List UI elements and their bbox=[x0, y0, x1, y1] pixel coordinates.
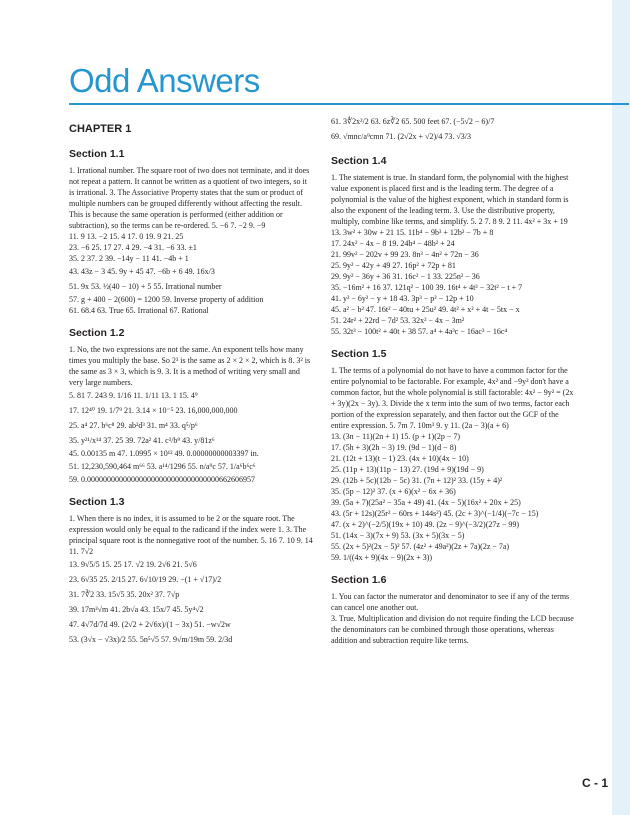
answer-row: 29. (12b + 5c)(12b − 5c) 31. (7n + 12)² 33. (15y + 4)² bbox=[331, 476, 503, 485]
answer-row: 41. y³ − 6y² − y + 18 43. 3p³ − p² − 12p + 10 bbox=[331, 294, 474, 303]
answer-row: 61. 3∜2x²/2 63. 6z∛2 65. 500 feet 67. (−5√2 − 6)/7 bbox=[331, 117, 495, 126]
answer-row: 45. a² − b² 47. 16t² − 40tu + 25u² 49. 4t² + x² + 4t − 5tx − x bbox=[331, 305, 520, 314]
answer-row: 61. 68.4 63. True 65. Irrational 67. Rational bbox=[69, 306, 209, 315]
answer-row: 21. 99v² − 202v + 99 23. 8n³ − 4n² + 72n − 36 bbox=[331, 250, 479, 259]
answer-row: 23. −6 25. 17 27. 4 29. −4 31. −6 33. ±1 bbox=[69, 243, 197, 252]
answer-row: 31. 7∛2 33. 15√5 35. 20x² 37. 7√p bbox=[69, 590, 180, 599]
answer-paragraph: 1. The terms of a polynomial do not have to have a common factor for the entire polynomial to be factorable. For example, 4x² and −9y² don't have a common factor, but the whole polynomial is still factorable: 4x² − 9y² = (2x + 3y)(2x − 3y). 3. Divide the x term into the sum of two terms, factor each portion of the expression separately, and then factor out the GCF of the entire expression. 5. 7m 7. 10m³ 9. y 11. (2a − 3)(a + 6) bbox=[331, 366, 574, 430]
page-sidebar bbox=[612, 0, 630, 815]
section-heading-1-2: Section 1.2 bbox=[69, 327, 125, 339]
section-heading-1-5: Section 1.5 bbox=[331, 348, 387, 360]
section-heading-1-6: Section 1.6 bbox=[331, 574, 387, 586]
page-number: C - 1 bbox=[582, 776, 609, 790]
answer-row: 35. −16m² + 16 37. 121q² − 100 39. 16t⁴ + 4t³ − 32t² − t + 7 bbox=[331, 283, 523, 292]
page-title: Odd Answers bbox=[69, 62, 260, 99]
answer-row: 35. (5p − 12)² 37. (x + 6)(x² − 6x + 36) bbox=[331, 487, 456, 496]
answer-paragraph: 1. When there is no index, it is assumed to be 2 or the square root. The expression would only be equal to the radicand if the index were 1. 3. The principal square root is the nonnegative root of the number. 5. 16 7. 10 9. 14 11. 7√2 bbox=[69, 514, 313, 556]
answer-row: 39. (5a + 7)(25a² − 35a + 49) 41. (4x − 5)(16x² + 20x + 25) bbox=[331, 498, 521, 507]
answer-row: 55. 32t³ − 100t² + 40t + 38 57. a⁴ + 4a³c − 16ac³ − 16c⁴ bbox=[331, 327, 508, 336]
answer-row: 59. 0.000000000000000000000000000000000662606957 bbox=[69, 475, 255, 484]
section-heading-1-1: Section 1.1 bbox=[69, 148, 125, 160]
answer-row: 17. 24x² − 4x − 8 19. 24b⁴ − 48b² + 24 bbox=[331, 239, 455, 248]
answer-paragraph: 1. No, the two expressions are not the same. An exponent tells how many times you multiply the base. So 2³ is the same as 2 × 2 × 2, which is 8. 3² is the same as 3 × 3, which is 9. 3. It is a method of writing very small and very large numbers. bbox=[69, 345, 311, 387]
title-rule bbox=[69, 103, 629, 105]
answer-row: 57. g + 400 − 2(600) = 1200 59. Inverse property of addition bbox=[69, 295, 264, 304]
answer-row: 53. (3√x − √3x)/2 55. 5n⁵√5 57. 9√m/19m 59. 2/3d bbox=[69, 635, 233, 644]
answer-row: 29. 9y² − 36y + 36 31. 16c² − 1 33. 225n² − 36 bbox=[331, 272, 480, 281]
answer-row: 47. (x + 2)^(−2/5)(19x + 10) 49. (2z − 9)^(−3/2)(27z − 99) bbox=[331, 520, 520, 529]
answer-row: 51. 24r² + 22rd − 7d² 53. 32x² − 4x − 3m² bbox=[331, 316, 465, 325]
answer-row: 11. 9 13. −2 15. 4 17. 0 19. 9 21. 25 bbox=[69, 232, 184, 241]
chapter-heading: CHAPTER 1 bbox=[69, 123, 132, 135]
answer-row: 5. 81 7. 243 9. 1/16 11. 1/11 13. 1 15. 4⁹ bbox=[69, 391, 198, 400]
answer-row: 25. a⁴ 27. b⁶c⁸ 29. ab²d³ 31. m⁴ 33. q⁵/p⁶ bbox=[69, 421, 198, 430]
answer-row: 25. (11p + 13)(11p − 13) 27. (19d + 9)(19d − 9) bbox=[331, 465, 484, 474]
answer-row: 43. (5r + 12s)(25r² − 60rs + 144s²) 45. (2c + 3)^(−1/4)(−7c − 15) bbox=[331, 509, 539, 518]
answer-paragraph: 1. The statement is true. In standard form, the polynomial with the highest value exponent is placed first and is the leading term. The degree of a polynomial is the value of the highest exponent, which in standard form is also the exponent of the leading term. 3. Use the distributive property, multiply, combine like terms, and simplify. 5. 2 7. 8 9. 2 11. 4x² + 3x + 19 bbox=[331, 173, 569, 226]
answer-row: 17. (5h + 3)(2h − 3) 19. (9d − 1)(d − 8) bbox=[331, 443, 457, 452]
answer-row: 51. 12,230,590,464 m⁶⁶ 53. a¹⁴/1296 55. n/a⁹c 57. 1/a⁶b⁶c⁶ bbox=[69, 462, 256, 471]
answer-row: 39. 17m²√m 41. 2b√a 43. 15x/7 45. 5y⁴√2 bbox=[69, 605, 204, 614]
section-heading-1-4: Section 1.4 bbox=[331, 155, 387, 167]
answer-row: 47. 4√7d/7d 49. (2√2 + 2√6x)/(1 − 3x) 51. −w√2w bbox=[69, 620, 231, 629]
answer-paragraph: 1. You can factor the numerator and denominator to see if any of the terms can cancel one another out. bbox=[331, 592, 570, 612]
answer-row: 13. 9√5/5 15. 25 17. √2 19. 2√6 21. 5√6 bbox=[69, 560, 197, 569]
right-column bbox=[331, 114, 576, 646]
answer-row: 21. (12t + 13)(t − 1) 23. (4x + 10)(4x − 10) bbox=[331, 454, 469, 463]
answer-row: 45. 0.00135 m 47. 1.0995 × 10¹² 49. 0.00000000003397 in. bbox=[69, 449, 259, 458]
answer-row: 13. 3w² + 30w + 21 15. 11b⁴ − 9b³ + 12b² − 7b + 8 bbox=[331, 228, 494, 237]
answer-row: 35. y²¹/x¹⁴ 37. 25 39. 72a² 41. c³/b⁹ 43. y/81z⁶ bbox=[69, 436, 215, 445]
answer-row: 51. (14x − 3)(7x + 9) 53. (3x + 5)(3x − 5) bbox=[331, 531, 465, 540]
answer-paragraph: 3. True. Multiplication and division do not require finding the LCD because the denominators can be combined through those operations, whereas addition and subtraction require like terms. bbox=[331, 614, 574, 645]
left-column bbox=[69, 114, 314, 647]
answer-row: 35. 2 37. 2 39. −14y − 11 41. −4b + 1 bbox=[69, 254, 189, 263]
answer-row: 23. 6√35 25. 2/15 27. 6√10/19 29. −(1 + √17)/2 bbox=[69, 575, 222, 584]
answer-row: 51. 9x 53. ½(40 − 10) + 5 55. Irrational number bbox=[69, 282, 222, 291]
answer-row: 55. (2x + 5)²(2x − 5)² 57. (4z² + 49a²)(2z + 7a)(2z − 7a) bbox=[331, 542, 510, 551]
answer-row: 59. 1/((4x + 9)(4x − 9)(2x + 3)) bbox=[331, 553, 433, 562]
answer-row: 13. (3n − 11)(2n + 1) 15. (p + 1)(2p − 7) bbox=[331, 432, 461, 441]
answer-row: 43. 43z − 3 45. 9y + 45 47. −6b + 6 49. 16x/3 bbox=[69, 267, 215, 276]
answer-row: 69. √mnc/a⁹cmn 71. (2√2x + √2)/4 73. √3/3 bbox=[331, 132, 471, 141]
answer-row: 25. 9y² − 42y + 49 27. 16p² + 72p + 81 bbox=[331, 261, 456, 270]
answer-row: 17. 12⁴⁰ 19. 1/7⁹ 21. 3.14 × 10⁻⁵ 23. 16,000,000,000 bbox=[69, 406, 238, 415]
answer-paragraph: 1. Irrational number. The square root of two does not terminate, and it does not repeat a pattern. It cannot be written as a quotient of two integers, so it is irrational. 3. The Associative Property states that the sum or product of multiple numbers can be grouped differently without affecting the result. This is because the same operation is performed (either addition or subtraction), so the terms can be re-ordered. 5. −6 7. −2 9. −9 bbox=[69, 166, 310, 230]
section-heading-1-3: Section 1.3 bbox=[69, 496, 125, 508]
